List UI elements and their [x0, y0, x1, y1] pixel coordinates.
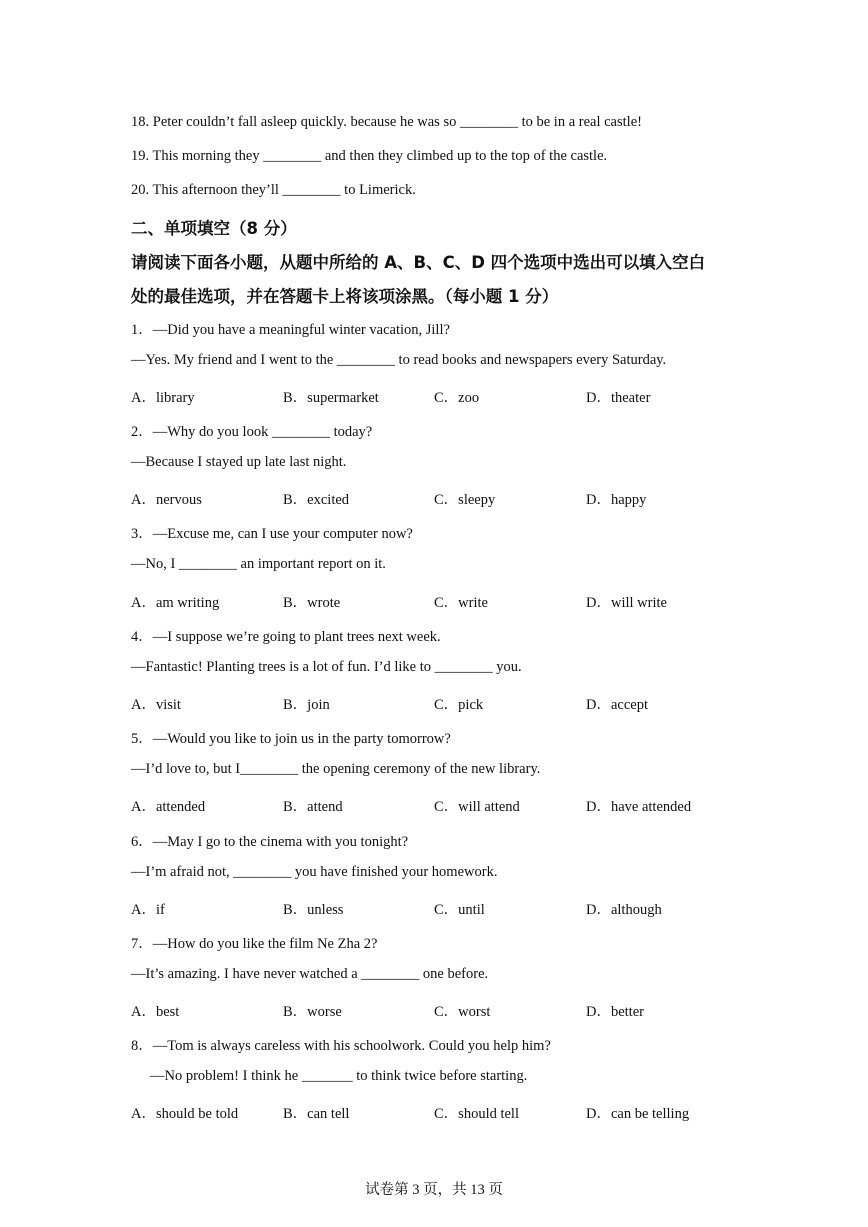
question-7-prompt: 7．—How do you like the film Ne Zha 2? [131, 936, 378, 952]
option-c: C．until [434, 902, 485, 918]
question-8-options [131, 1102, 751, 1122]
question-5-options [131, 795, 751, 815]
page-footer: 试卷第 3 页，共 13 页 [365, 1182, 503, 1198]
section-heading: 二、单项填空（8 分） [131, 219, 297, 238]
question-3-reply: —No, I ________ an important report on it. [131, 556, 386, 572]
option-a: A．attended [131, 799, 206, 815]
question-6-reply: —I’m afraid not, ________ you have finished your homework. [131, 864, 498, 880]
option-a: A．nervous [131, 492, 202, 508]
option-b: B．can tell [283, 1106, 350, 1122]
question-6-options [131, 898, 751, 918]
option-d: D．can be telling [586, 1106, 690, 1122]
option-c: C．should tell [434, 1106, 519, 1122]
question-2-prompt: 2．—Why do you look ________ today? [131, 424, 373, 440]
option-b: B．unless [283, 902, 344, 918]
question-18: 18. Peter couldn’t fall asleep quickly. because he was so ________ to be in a real castle! [131, 114, 642, 130]
option-c: C．write [434, 595, 488, 611]
question-4-prompt: 4．—I suppose we’re going to plant trees next week. [131, 629, 441, 645]
question-1-reply: —Yes. My friend and I went to the ________ to read books and newspapers every Saturday. [131, 352, 667, 368]
option-b: B．attend [283, 799, 343, 815]
option-c: C．sleepy [434, 492, 496, 508]
question-7-options [131, 1000, 751, 1020]
option-d: D．have attended [586, 799, 692, 815]
question-1-prompt: 1．—Did you have a meaningful winter vacation, Jill? [131, 322, 450, 338]
question-5-reply: —I’d love to, but I________ the opening ceremony of the new library. [131, 761, 541, 777]
option-d: D．will write [586, 595, 667, 611]
question-6-prompt: 6．—May I go to the cinema with you tonight? [131, 834, 409, 850]
section-instruction-1: 请阅读下面各小题，从题中所给的 A、B、C、D 四个选项中选出可以填入空白 [131, 253, 706, 272]
question-5-prompt: 5．—Would you like to join us in the party tomorrow? [131, 731, 451, 747]
option-d: D．although [586, 902, 662, 918]
question-2-options [131, 488, 751, 508]
question-2-reply: —Because I stayed up late last night. [131, 454, 347, 470]
option-a: A．if [131, 902, 165, 918]
question-20: 20. This afternoon they’ll ________ to Limerick. [131, 182, 416, 198]
option-c: C．zoo [434, 390, 480, 406]
section-instruction-2: 处的最佳选项，并在答题卡上将该项涂黑。（每小题 1 分） [131, 287, 559, 306]
question-4-reply: —Fantastic! Planting trees is a lot of fun. I’d like to ________ you. [131, 659, 522, 675]
question-1-options [131, 386, 751, 406]
option-b: B．excited [283, 492, 350, 508]
option-b: B．join [283, 697, 330, 713]
question-4-options [131, 693, 751, 713]
option-b: B．supermarket [283, 390, 379, 406]
option-b: B．worse [283, 1004, 342, 1020]
question-3-prompt: 3．—Excuse me, can I use your computer now? [131, 526, 413, 542]
option-a: A．am writing [131, 595, 220, 611]
option-c: C．worst [434, 1004, 491, 1020]
option-d: D．theater [586, 390, 651, 406]
question-7-reply: —It’s amazing. I have never watched a ________ one before. [131, 966, 489, 982]
option-b: B．wrote [283, 595, 341, 611]
option-d: D．happy [586, 492, 647, 508]
option-a: A．should be told [131, 1106, 239, 1122]
option-a: A．library [131, 390, 195, 406]
option-d: D．better [586, 1004, 644, 1020]
question-19: 19. This morning they ________ and then they climbed up to the top of the castle. [131, 148, 608, 164]
option-c: C．will attend [434, 799, 520, 815]
option-a: A．visit [131, 697, 181, 713]
question-3-options [131, 591, 751, 611]
question-8-reply: —No problem! I think he _______ to think twice before starting. [150, 1068, 528, 1084]
question-8-prompt: 8．—Tom is always careless with his schoolwork. Could you help him? [131, 1038, 551, 1054]
option-d: D．accept [586, 697, 648, 713]
option-a: A．best [131, 1004, 180, 1020]
option-c: C．pick [434, 697, 484, 713]
